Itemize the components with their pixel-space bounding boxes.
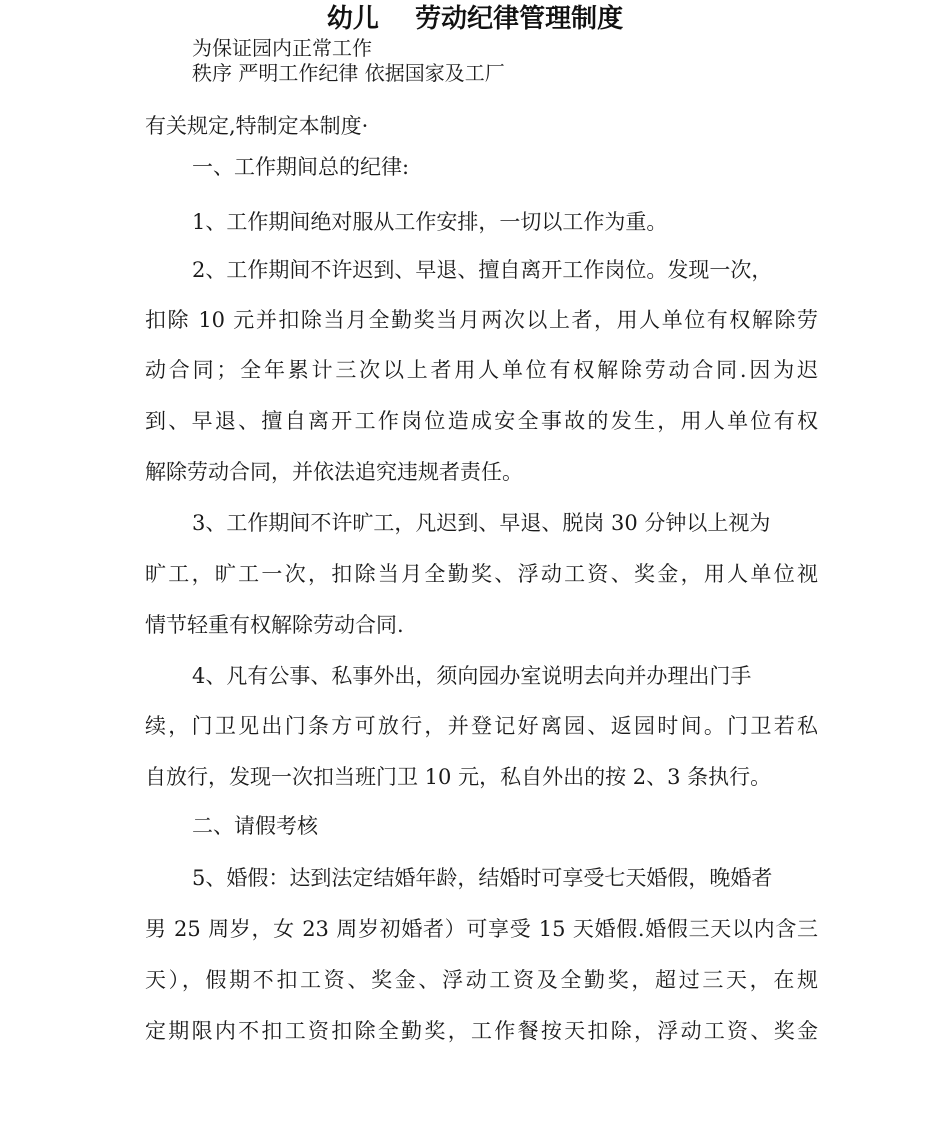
clause-4-line-1: 4、凡有公事、私事外出，须向园办室说明去向并办理出门手 — [192, 664, 752, 688]
section-heading-leave: 二、请假考核 — [192, 814, 318, 838]
clause-2-line-1: 2、工作期间不许迟到、早退、擅自离开工作岗位。发现一次， — [192, 258, 773, 282]
document-title: 幼儿 劳动纪律管理制度 — [326, 4, 624, 34]
clause-4-line-2: 续，门卫见出门条方可放行，并登记好离园、返园时间。门卫若私 — [145, 714, 818, 738]
paragraph-line: 有关规定,特制定本制度· — [145, 114, 369, 138]
clause-5-line-1: 5、婚假：达到法定结婚年龄，结婚时可享受七天婚假，晚婚者 — [192, 866, 773, 890]
clause-4-line-3: 自放行，发现一次扣当班门卫 10 元，私自外出的按 2、3 条执行。 — [145, 765, 772, 789]
clause-5-line-4: 定期限内不扣工资扣除全勤奖，工作餐按天扣除，浮动工资、奖金 — [145, 1019, 818, 1043]
clause-1-line-1: 1、工作期间绝对服从工作安排，一切以工作为重。 — [192, 210, 668, 234]
section-heading: 一、工作期间总的纪律: — [192, 155, 410, 179]
intro-line-1: 为保证园内正常工作 — [192, 36, 372, 60]
clause-2-line-5: 解除劳动合同，并依法追究违规者责任。 — [145, 460, 523, 484]
clause-3-line-1: 3、工作期间不许旷工，凡迟到、早退、脱岗 30 分钟以上视为 — [192, 511, 771, 535]
clause-5-line-2: 男 25 周岁，女 23 周岁初婚者）可享受 15 天婚假.婚假三天以内含三 — [145, 917, 818, 941]
clause-3-line-3: 情节轻重有权解除劳动合同. — [145, 613, 404, 637]
clause-3-line-2: 旷工，旷工一次，扣除当月全勤奖、浮动工资、奖金，用人单位视 — [145, 562, 818, 586]
clause-2-line-2: 扣除 10 元并扣除当月全勤奖当月两次以上者，用人单位有权解除劳 — [145, 308, 818, 332]
intro-line-2: 秩序 严明工作纪律 依据国家及工厂 — [192, 61, 505, 85]
clause-5-line-3: 天），假期不扣工资、奖金、浮动工资及全勤奖，超过三天，在规 — [145, 968, 818, 992]
clause-2-line-4: 到、早退、擅自离开工作岗位造成安全事故的发生，用人单位有权 — [145, 409, 818, 433]
clause-2-line-3: 动合同；全年累计三次以上者用人单位有权解除劳动合同.因为迟 — [145, 358, 818, 382]
